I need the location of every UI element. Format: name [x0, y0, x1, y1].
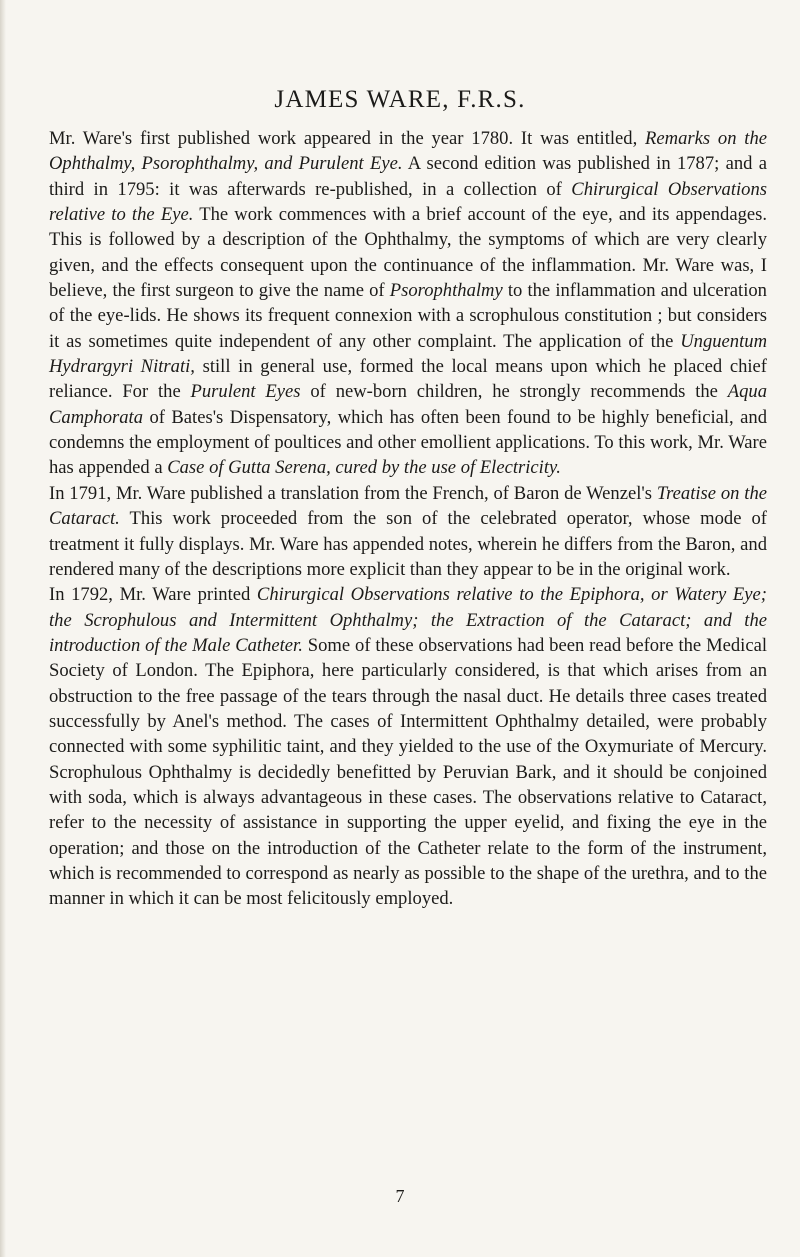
- italic-title-text: Remarks on the Ophthalmy, Psorophthalmy, and Purulent Eye.: [49, 128, 768, 175]
- paragraph-text: The work commences with a brief account of the eye, and its appendages. This is followed by a description of the Ophthalmy, the symptoms of which are very clearly given, and the effects consequent upon the continuance of the inflammation. Mr. Ware was, I believe, the first surgeon to give the name of: [49, 204, 768, 302]
- paragraph-text: of Bates's Dispensatory, which has often been found to be highly beneficial, and condemns the employment of poultices and other emollient applications. To this work, Mr. Ware has appended a: [49, 406, 767, 479]
- italic-title-text: Purulent Eyes: [190, 381, 301, 403]
- page-number: 7: [395, 1186, 405, 1206]
- paragraph-text: A second edition was published in 1787; and a third in 1795: it was afterwards re-published, in a collection of: [49, 153, 768, 200]
- page-gutter-shadow: [0, 0, 6, 1257]
- paragraph-text: Mr. Ware's first published work appeared in the year 1780. It was entitled,: [49, 128, 646, 149]
- paragraph: [49, 481, 767, 582]
- italic-title-text: Chirurgical Observations relative to the Eye.: [49, 178, 767, 226]
- paragraph-text: In 1791, Mr. Ware published a translation from the French, of Baron de Wenzel's: [49, 482, 657, 504]
- paragraph-text: to the inflammation and ulceration of the eye-lids. He shows its frequent connexion with a scrophulous constitution ; but considers it as sometimes quite independent of any other complaint. The application of the: [49, 280, 767, 352]
- paragraph-text: still in general use, formed the local means upon which he placed chief reliance. For the: [49, 356, 767, 403]
- paragraph-text: Some of these observations had been read before the Medical Society of London. The Epiphora, here particularly considered, is that which arises from an obstruction to the free passage of the tears through the nasal duct. He details three cases treated successfully by Anel's method. The cases of Intermittent Ophthalmy detailed, were probably connected with some syphilitic taint, and they yielded to the use of the Oxymuriate of Mercury. Scrophulous Ophthalmy is decidedly benefitted by Peruvian Bark, and it should be conjoined with soda, which is always advantageous in these cases. The observations relative to Cataract, refer to the necessity of assistance in supporting the upper eyelid, and fixing the eye in the operation; and those on the introduction of the Catheter relate to the form of the instrument, which is recommended to correspond as nearly as possible to the shape of the urethra, and to the manner in which it can be most felicitously employed.: [49, 634, 767, 910]
- paragraph-text: In 1792, Mr. Ware printed: [49, 584, 257, 606]
- italic-title-text: Unguentum Hydrargyri Nitrati,: [49, 330, 767, 378]
- paragraph-text: This work proceeded from the son of the celebrated operator, whose mode of treatment it fully displays. Mr. Ware has appended notes, wherein he differs from the Baron, and rendered many of the descriptions more explicit than they appear to be in the original work.: [49, 508, 767, 580]
- italic-title-text: Chirurgical Observations relative to the Epiphora, or Watery Eye; the Scrophulous and Intermittent Ophthalmy; the Extraction of the Cataract; and the introduction of the Male Catheter.: [49, 584, 767, 656]
- italic-title-text: Treatise on the Cataract.: [49, 482, 767, 530]
- running-head: JAMES WARE, F.R.S.: [274, 86, 526, 113]
- paragraph: [49, 582, 767, 911]
- italic-title-text: Case of Gutta Serena, cured by the use of Electricity.: [167, 457, 561, 479]
- paragraph-text: of new-born children, he strongly recommends the: [300, 381, 728, 403]
- body-text: [49, 126, 767, 912]
- paragraph: [49, 126, 767, 481]
- italic-title-text: Psorophthalmy: [389, 280, 503, 302]
- italic-title-text: Aqua Camphorata: [49, 381, 767, 428]
